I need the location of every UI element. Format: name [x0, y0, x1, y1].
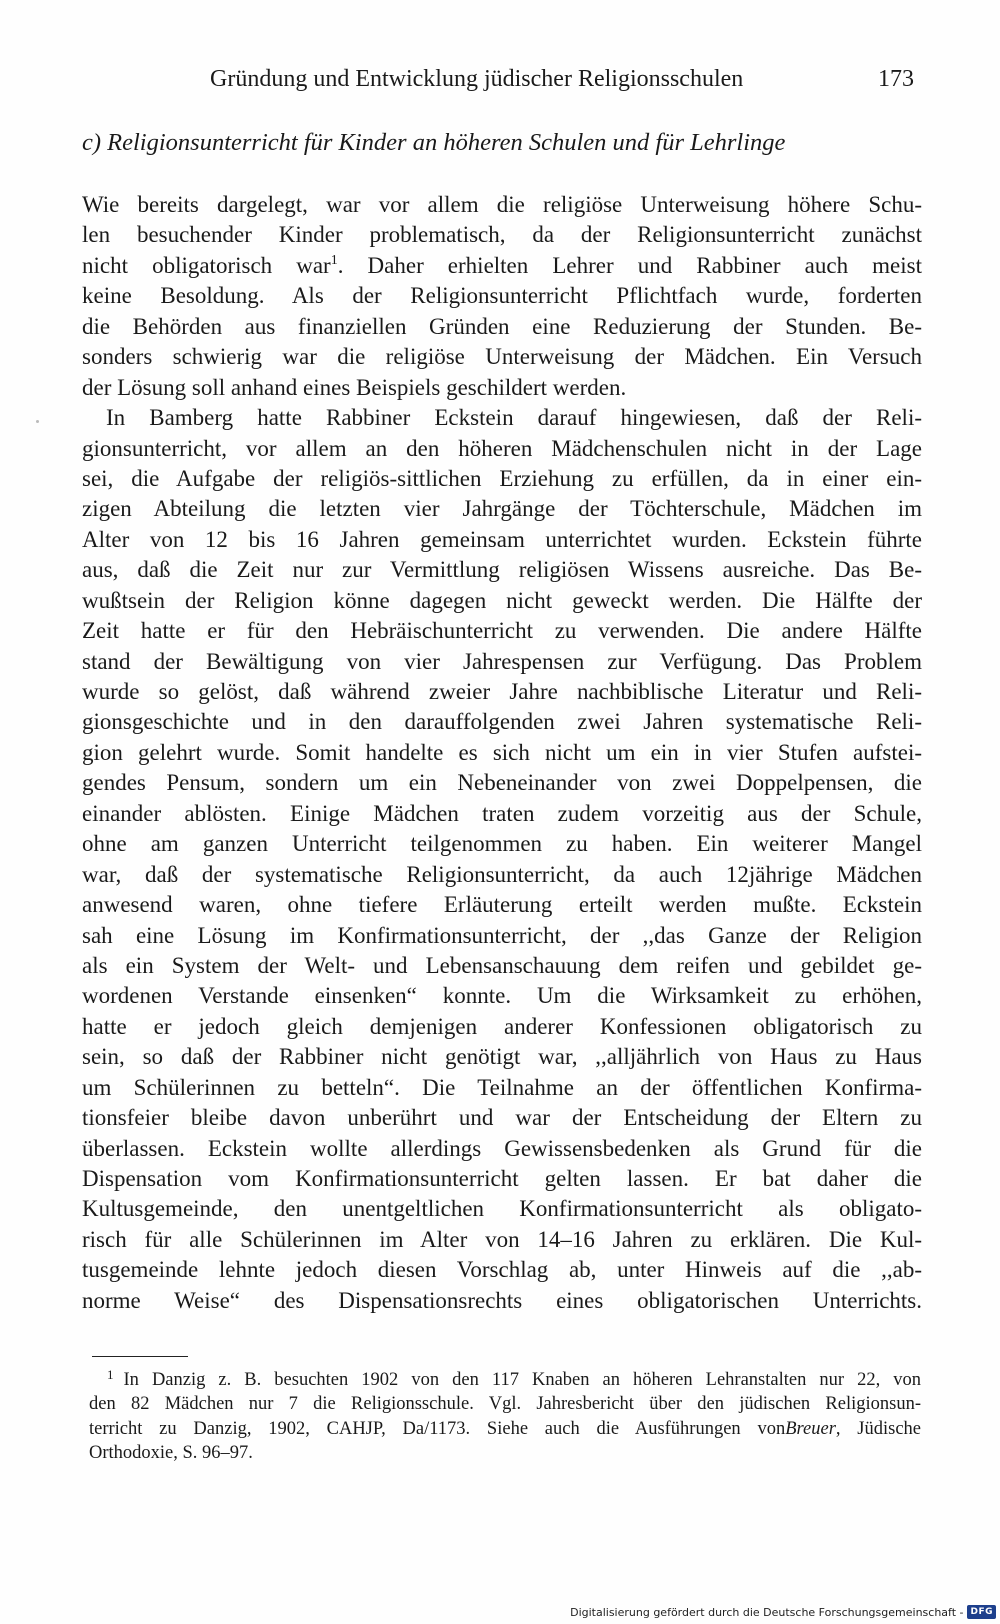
footnote-line: den 82 Mädchen nur 7 die Religionsschule. Vgl. Jahresbericht über den jüdischen Religionsun- — [89, 1394, 921, 1415]
body-line: zigen Abteilung die letzten vier Jahrgänge der Töchterschule, Mädchen im — [82, 496, 922, 522]
body-line: aus, daß die Zeit nur zur Vermittlung religiösen Wissens ausreiche. Das Be- — [82, 557, 922, 583]
digitization-credit — [570, 1602, 996, 1622]
footnote-line: Orthodoxie, S. 96–97. — [89, 1443, 253, 1464]
body-line: risch für alle Schülerinnen im Alter von 14–16 Jahren zu erklären. Die Kul- — [82, 1226, 922, 1252]
body-line: als ein System der Welt- und Lebensanschauung dem reifen und gebildet ge- — [82, 952, 922, 978]
body-line: sein, so daß der Rabbiner nicht genötigt war, ,,alljährlich von Haus zu Haus — [82, 1044, 922, 1070]
footnote-divider — [92, 1356, 188, 1357]
footnote-text: In Danzig z. B. besuchten 1902 von den 117 Knaben an höheren Lehranstalten nur 22, von — [123, 1370, 921, 1390]
body-line: ohne am ganzen Unterricht teilgenommen zu haben. Ein weiterer Mangel — [82, 831, 922, 857]
footnotes — [89, 1368, 921, 1466]
footnote-text: terricht zu Danzig, 1902, CAHJP, Da/1173. Siehe auch die Ausführungen von — [89, 1418, 786, 1439]
body-line: wordenen Verstande einsenken“ konnte. Um die Wirksamkeit zu erhöhen, — [82, 983, 922, 1009]
body-line: war, daß der systematische Religionsunterricht, da auch 12jährige Mädchen — [82, 861, 922, 887]
body-line: gionsunterricht, vor allem an den höheren Mädchenschulen nicht in der Lage — [82, 435, 922, 461]
body-line: norme Weise“ des Dispensationsrechts eines obligatorischen Unterrichts. — [82, 1287, 922, 1313]
footnote-indent — [89, 1370, 107, 1390]
footnote-author: Breuer — [785, 1418, 836, 1439]
body-line: anwesend waren, ohne tiefere Erläuterung erteilt werden mußte. Eckstein — [82, 892, 922, 918]
body-line: um Schülerinnen zu betteln“. Die Teilnahme an der öffentlichen Konfirma- — [82, 1074, 922, 1100]
scan-speck — [36, 420, 39, 423]
running-title: Gründung und Entwicklung jüdischer Religionsschulen — [210, 66, 744, 92]
page-number: 173 — [878, 66, 914, 92]
footnote-reference[interactable]: 1 — [330, 252, 338, 268]
body-line: In Bamberg hatte Rabbiner Eckstein darauf hingewiesen, daß der Reli- — [106, 405, 922, 431]
credit-text: Digitalisierung gefördert durch die Deutsche Forschungsgemeinschaft - — [570, 1605, 964, 1619]
body-line: sonders schwierig war die religiöse Unterweisung der Mädchen. Ein Versuch — [82, 344, 922, 370]
body-text — [82, 190, 922, 1316]
body-line: sah eine Lösung im Konfirmationsunterricht, der ,,das Ganze der Religion — [82, 922, 922, 948]
body-line: sei, die Aufgabe der religiös-sittlichen Erziehung zu erfüllen, da in einer ein- — [82, 465, 922, 491]
body-line: tusgemeinde lehnte jedoch diesen Vorschlag ab, unter Hinweis auf die ,,ab- — [82, 1257, 922, 1283]
body-line — [82, 251, 922, 281]
body-line: der Lösung soll anhand eines Beispiels geschildert werden. — [82, 374, 627, 400]
dfg-logo-icon: DFG — [967, 1605, 996, 1619]
body-line: überlassen. Eckstein wollte allerdings Gewissensbedenken als Grund für die — [82, 1135, 922, 1161]
body-line: hatte er jedoch gleich demjenigen anderer Konfessionen obligatorisch zu — [82, 1013, 922, 1039]
body-line-part: nicht obligatorisch war — [82, 252, 331, 278]
body-line-part: . Daher erhielten Lehrer und Rabbiner auch meist — [337, 252, 922, 278]
body-line: die Behörden aus finanziellen Gründen eine Reduzierung der Stunden. Be- — [82, 313, 922, 339]
body-line: Alter von 12 bis 16 Jahren gemeinsam unterrichtet wurden. Eckstein führte — [82, 526, 922, 552]
body-line: gionsgeschichte und in den darauffolgenden zwei Jahren systematische Reli- — [82, 709, 922, 735]
body-line: einander ablösten. Einige Mädchen traten zudem vorzeitig aus der Schule, — [82, 800, 922, 826]
body-line: gendes Pensum, sondern um ein Nebeneinander von zwei Doppelpensen, die — [82, 770, 922, 796]
footnote-text: , Jüdische — [835, 1418, 921, 1439]
body-line: Kultusgemeinde, den unentgeltlichen Konfirmationsunterricht als obligato- — [82, 1196, 922, 1222]
body-line: gion gelehrt wurde. Somit handelte es sich nicht um ein in vier Stufen aufstei- — [82, 739, 922, 765]
body-line: Dispensation vom Konfirmationsunterricht gelten lassen. Er bat daher die — [82, 1166, 922, 1191]
body-line: Zeit hatte er für den Hebräischunterricht zu verwenden. Die andere Hälfte — [82, 618, 922, 644]
body-line: keine Besoldung. Als der Religionsunterricht Pflichtfach wurde, forderten — [82, 283, 922, 309]
body-line: len besuchender Kinder problematisch, da der Religionsunterricht zunächst — [82, 222, 922, 248]
body-line: tionsfeier bleibe davon unberührt und war der Entscheidung der Eltern zu — [82, 1105, 922, 1131]
body-line: Wie bereits dargelegt, war vor allem die religiöse Unterweisung höhere Schu- — [82, 192, 922, 217]
footnote-line — [89, 1417, 921, 1441]
body-line: wurde so gelöst, daß während zweier Jahre nachbiblische Literatur und Reli- — [82, 679, 922, 704]
body-line: wußtsein der Religion könne dagegen nicht geweckt werden. Die Hälfte der — [82, 587, 922, 613]
section-heading: c) Religionsunterricht für Kinder an höheren Schulen und für Lehrlinge — [82, 129, 786, 156]
footnote-line: 1 In Danzig z. B. besuchten 1902 von den 117 Knaben an höheren Lehranstalten nur 22, von — [89, 1368, 921, 1392]
body-line: stand der Bewältigung von vier Jahrespensen zur Verfügung. Das Problem — [82, 648, 922, 674]
